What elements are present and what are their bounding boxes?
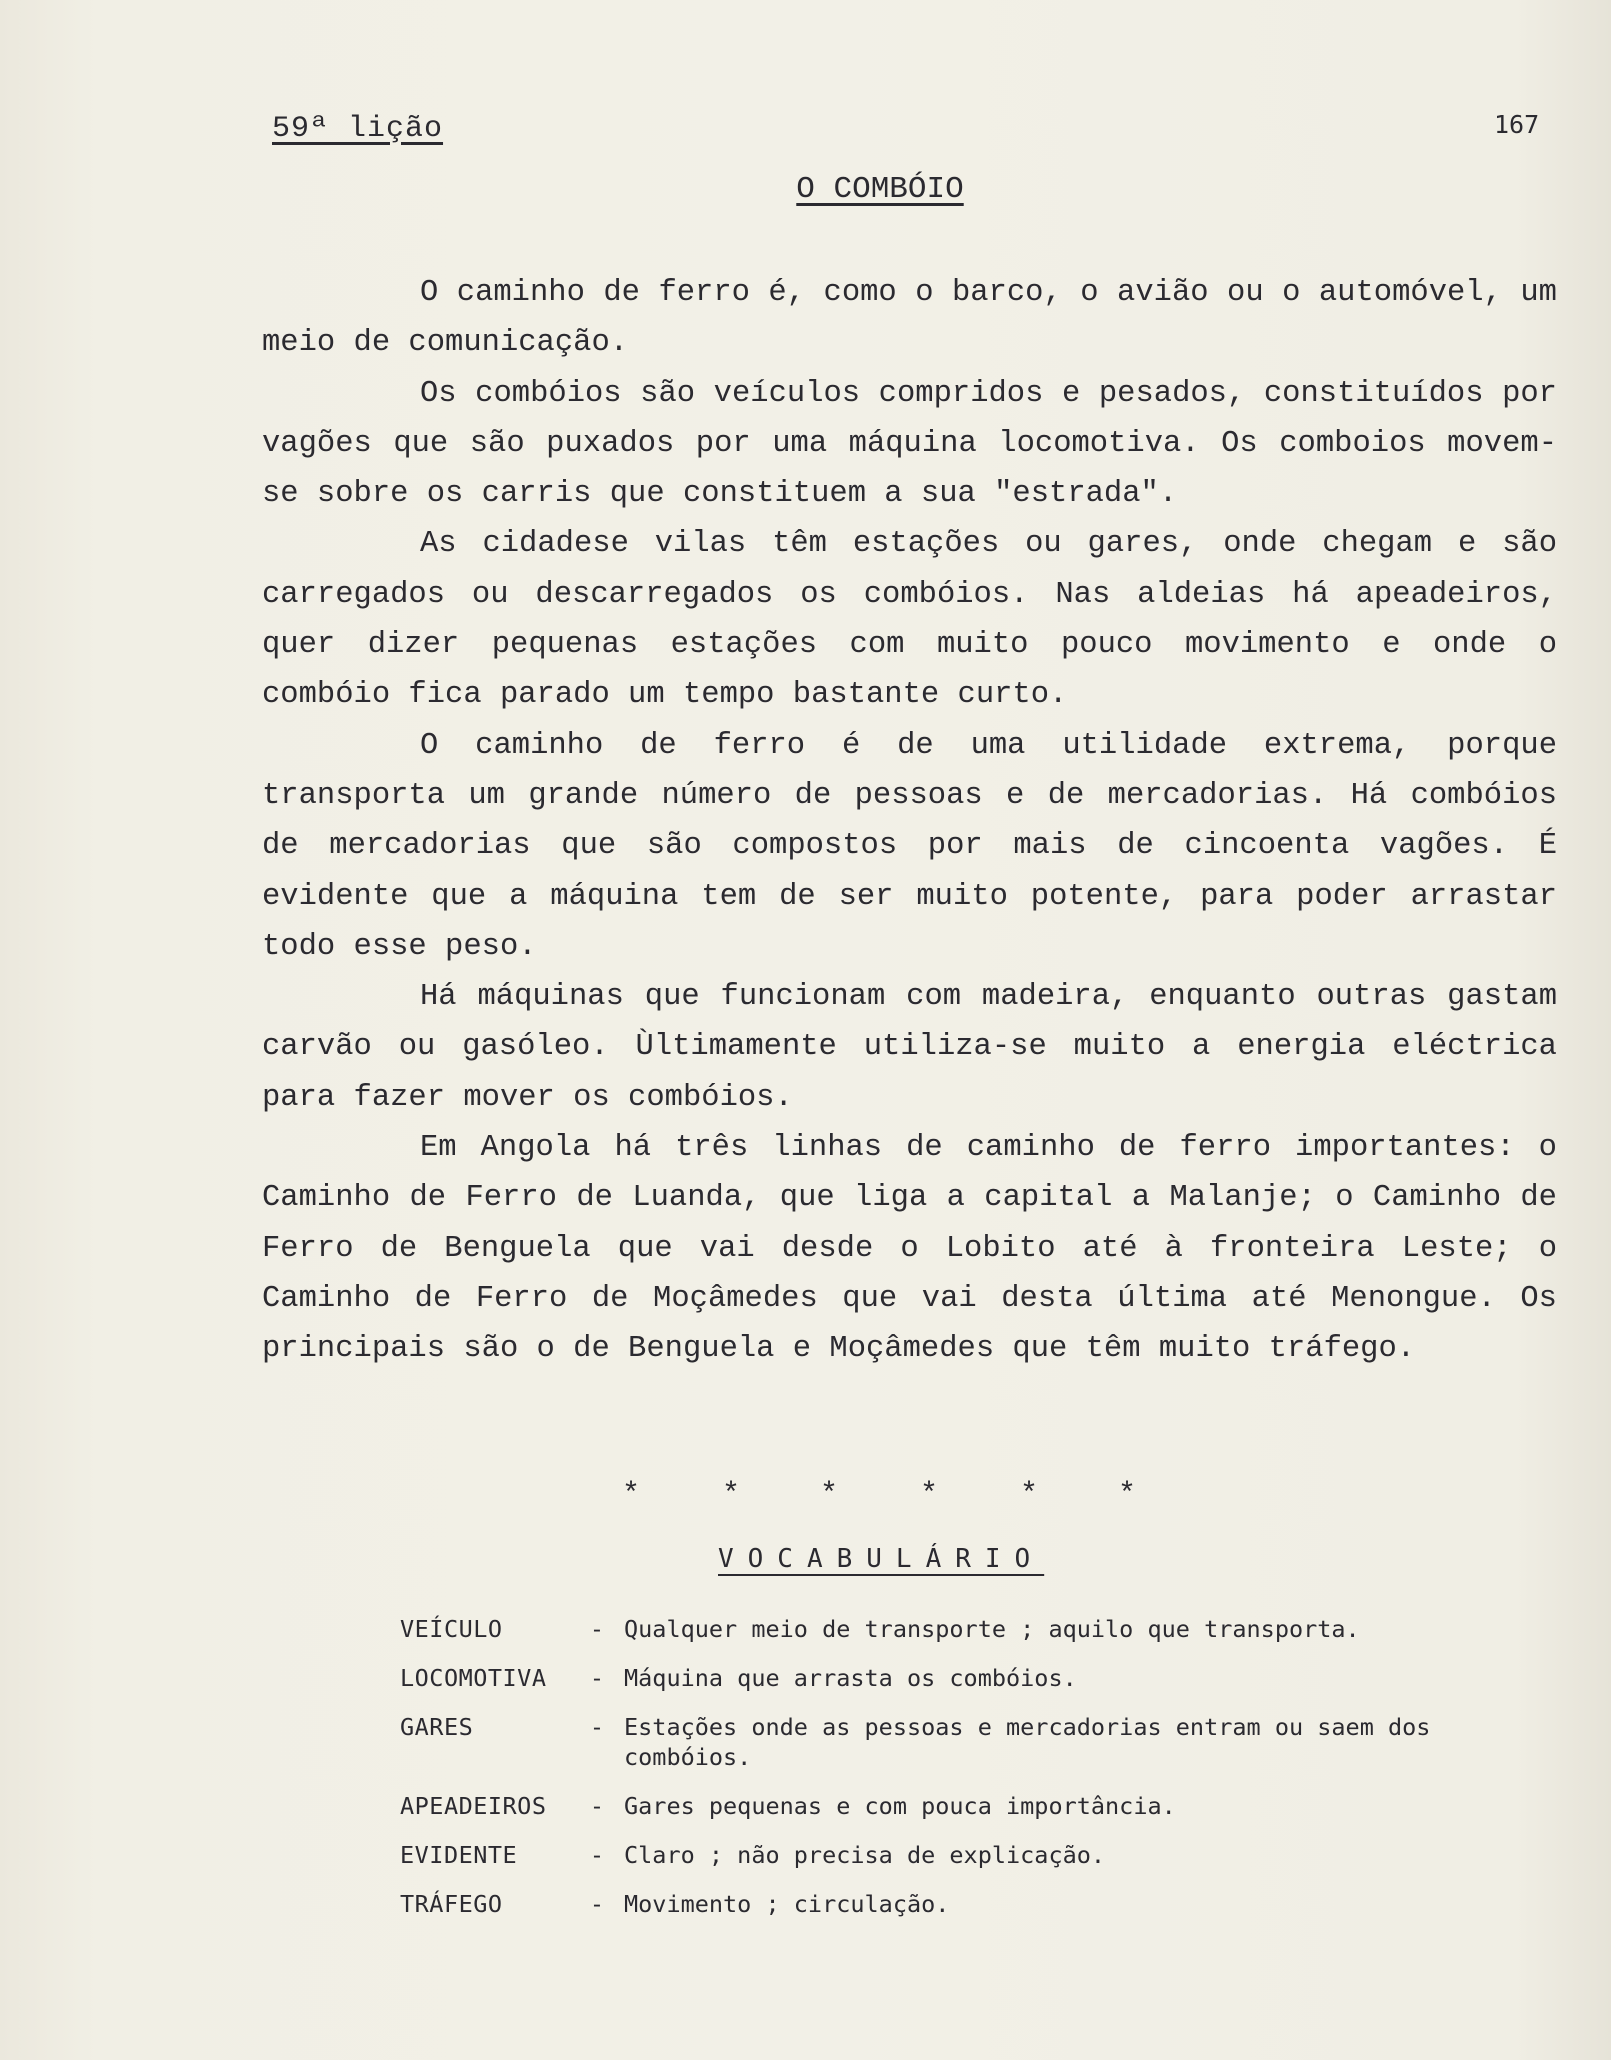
- vocabulary-dash: -: [589, 1664, 605, 1692]
- section-separator: [0, 1478, 1611, 1512]
- vocabulary-term: VEÍCULO: [400, 1615, 503, 1643]
- separator-star: *: [1020, 1478, 1039, 1512]
- vocabulary-definition: Máquina que arrasta os combóios.: [624, 1664, 1077, 1692]
- body-text: [262, 268, 1557, 1375]
- paragraph: Há máquinas que funcionam com madeira, enquanto outras gastam carvão ou gasóleo. Ùltimamente utiliza-se muito a energia eléctrica para fazer mover os combóios.: [262, 980, 1557, 1115]
- vocabulary-term: APEADEIROS: [400, 1792, 547, 1820]
- vocabulary-entry: [400, 1663, 1530, 1693]
- vocabulary-term: TRÁFEGO: [400, 1890, 503, 1918]
- vocabulary-entry: [400, 1791, 1530, 1821]
- paragraph: O caminho de ferro é de uma utilidade extrema, porque transporta um grande número de pessoas e de mercadorias. Há combóios de mercadorias que são compostos por mais de cincoenta vagões. É evidente que a máquina tem de ser muito potente, para poder arrastar todo esse peso.: [262, 728, 1557, 964]
- vocabulary-term: LOCOMOTIVA: [400, 1664, 547, 1692]
- vocabulary-definition: Claro ; não precisa de explicação.: [624, 1841, 1106, 1869]
- vocabulary-dash: -: [589, 1792, 605, 1820]
- vocabulary-dash: -: [589, 1841, 605, 1869]
- vocabulary-title: VOCABULÁRIO: [718, 1544, 1045, 1574]
- vocabulary-term: EVIDENTE: [400, 1841, 518, 1869]
- vocabulary-entry: [400, 1614, 1530, 1644]
- vocabulary-term: GARES: [400, 1713, 474, 1741]
- separator-star: *: [722, 1478, 741, 1512]
- vocabulary-entry: [400, 1889, 1530, 1919]
- separator-star: *: [920, 1478, 939, 1512]
- vocabulary-definition: Estações onde as pessoas e mercadorias entram ou saem dos combóios.: [624, 1713, 1431, 1771]
- page-number: 167: [1494, 110, 1540, 139]
- vocabulary-definition: Gares pequenas e com pouca importância.: [624, 1792, 1176, 1820]
- separator-star: *: [820, 1478, 839, 1512]
- vocabulary-definition: Movimento ; circulação.: [624, 1890, 950, 1918]
- lesson-number: 59ª lição: [272, 112, 444, 146]
- separator-star: *: [622, 1478, 641, 1512]
- vocabulary-dash: -: [589, 1890, 605, 1918]
- paragraph: As cidadese vilas têm estações ou gares, onde chegam e são carregados ou descarregados os combóios. Nas aldeias há apeadeiros, quer dizer pequenas estações com muito pouco movimento e onde o combóio fica parado um tempo bastante curto.: [262, 527, 1557, 713]
- vocabulary-dash: -: [589, 1713, 605, 1741]
- vocabulary-entry: [400, 1712, 1530, 1772]
- paragraph: Os combóios são veículos compridos e pesados, constituídos por vagões que são puxados por uma máquina locomotiva. Os comboios movem-se sobre os carris que constituem a sua "estrada".: [262, 376, 1557, 512]
- vocabulary-definition: Qualquer meio de transporte ; aquilo que transporta.: [624, 1615, 1360, 1643]
- vocabulary-list: [400, 1614, 1530, 1938]
- paragraph: O caminho de ferro é, como o barco, o avião ou o automóvel, um meio de comunicação.: [262, 276, 1557, 361]
- vocabulary-dash: -: [589, 1615, 605, 1643]
- page-title: O COMBÓIO: [796, 172, 964, 207]
- paragraph: Em Angola há três linhas de caminho de ferro importantes: o Caminho de Ferro de Luanda, que liga a capital a Malanje; o Caminho de Ferro de Benguela que vai desde o Lobito até à fronteira Leste; o Caminho de Ferro de Moçâmedes que vai desta última até Menongue. Os principais são o de Benguela e Moçâmedes que têm muito tráfego.: [262, 1131, 1557, 1367]
- vocabulary-entry: [400, 1840, 1530, 1870]
- separator-star: *: [1118, 1478, 1137, 1512]
